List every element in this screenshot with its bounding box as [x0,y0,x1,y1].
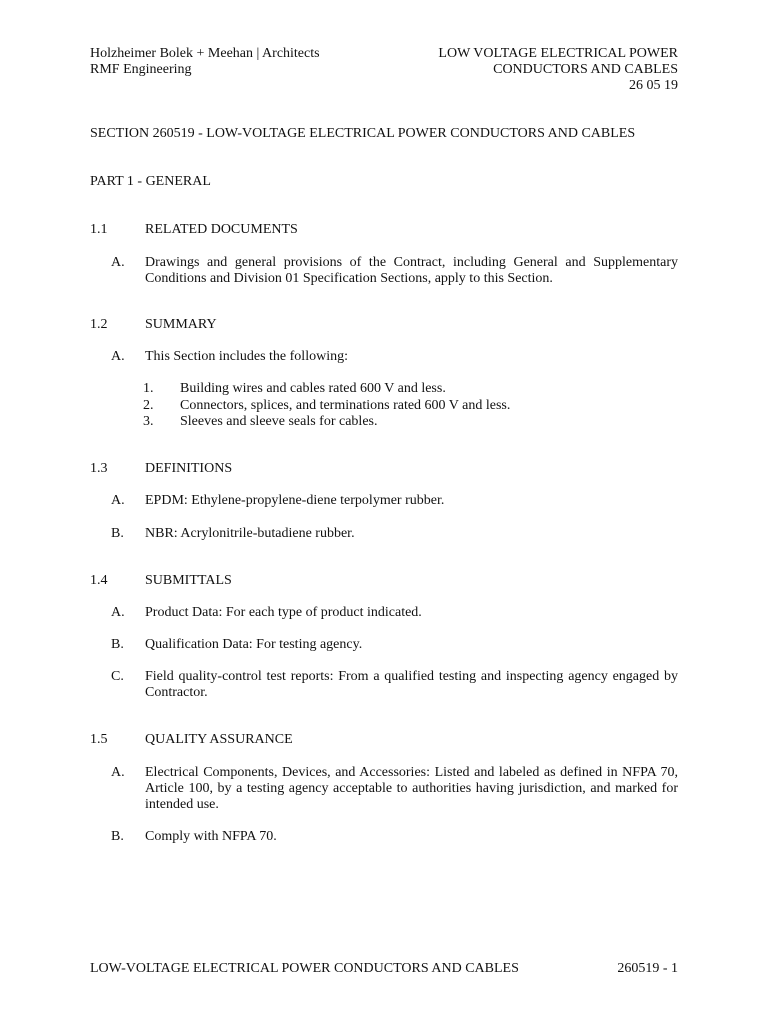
paragraph-letter: B. [111,829,124,844]
paragraph-text: Field quality-control test reports: From a qualified testing and inspecting agency engaged by Contractor. [145,669,678,700]
paragraph-letter: C. [111,669,124,684]
header-section-number: 26 05 19 [629,78,678,93]
list-item-text: Sleeves and sleeve seals for cables. [180,414,378,429]
paragraph-letter: A. [111,765,125,780]
paragraph-text: EPDM: Ethylene-propylene-diene terpolymer rubber. [145,493,445,508]
part-title: PART 1 - GENERAL [90,174,211,189]
article-title: QUALITY ASSURANCE [145,732,293,747]
article-number: 1.1 [90,222,108,237]
paragraph-text: Electrical Components, Devices, and Accessories: Listed and labeled as defined in NFPA 70, Article 100, by a testing agency acceptable to authorities having jurisdiction, and marked for intended use. [145,765,678,812]
paragraph-text: Drawings and general provisions of the Contract, including General and Supplementary Conditions and Division 01 Specification Sections, apply to this Section. [145,255,678,286]
paragraph-letter: A. [111,349,125,364]
footer-title: LOW-VOLTAGE ELECTRICAL POWER CONDUCTORS AND CABLES [90,961,519,976]
list-item-text: Connectors, splices, and terminations rated 600 V and less. [180,398,511,413]
paragraph-letter: A. [111,493,125,508]
paragraph-text: Product Data: For each type of product indicated. [145,605,422,620]
section-title: SECTION 260519 - LOW-VOLTAGE ELECTRICAL POWER CONDUCTORS AND CABLES [90,126,636,141]
paragraph-letter: A. [111,605,125,620]
article-title: SUMMARY [145,317,217,332]
paragraph-text: Comply with NFPA 70. [145,829,277,844]
paragraph-text: NBR: Acrylonitrile-butadiene rubber. [145,526,355,541]
paragraph-text: Qualification Data: For testing agency. [145,637,363,652]
list-item-number: 2. [143,398,154,413]
article-number: 1.2 [90,317,108,332]
article-title: RELATED DOCUMENTS [145,222,298,237]
header-right [338,46,678,94]
article-number: 1.3 [90,461,108,476]
list-item-text: Building wires and cables rated 600 V and less. [180,381,446,396]
list-item-number: 1. [143,381,154,396]
paragraph-letter: A. [111,255,125,270]
article-title: DEFINITIONS [145,461,233,476]
article-title: SUBMITTALS [145,573,232,588]
header-title-line-1: LOW VOLTAGE ELECTRICAL POWER [438,46,678,61]
list-item-number: 3. [143,414,154,429]
paragraph-letter: B. [111,637,124,652]
header-firm: Holzheimer Bolek + Meehan | Architects [90,46,320,61]
paragraph-text: This Section includes the following: [145,349,348,364]
footer-page-number: 260519 - 1 [617,961,678,976]
article-number: 1.4 [90,573,108,588]
header-engineer: RMF Engineering [90,62,192,77]
header-title-line-2: CONDUCTORS AND CABLES [493,62,678,77]
article-number: 1.5 [90,732,108,747]
paragraph-letter: B. [111,526,124,541]
